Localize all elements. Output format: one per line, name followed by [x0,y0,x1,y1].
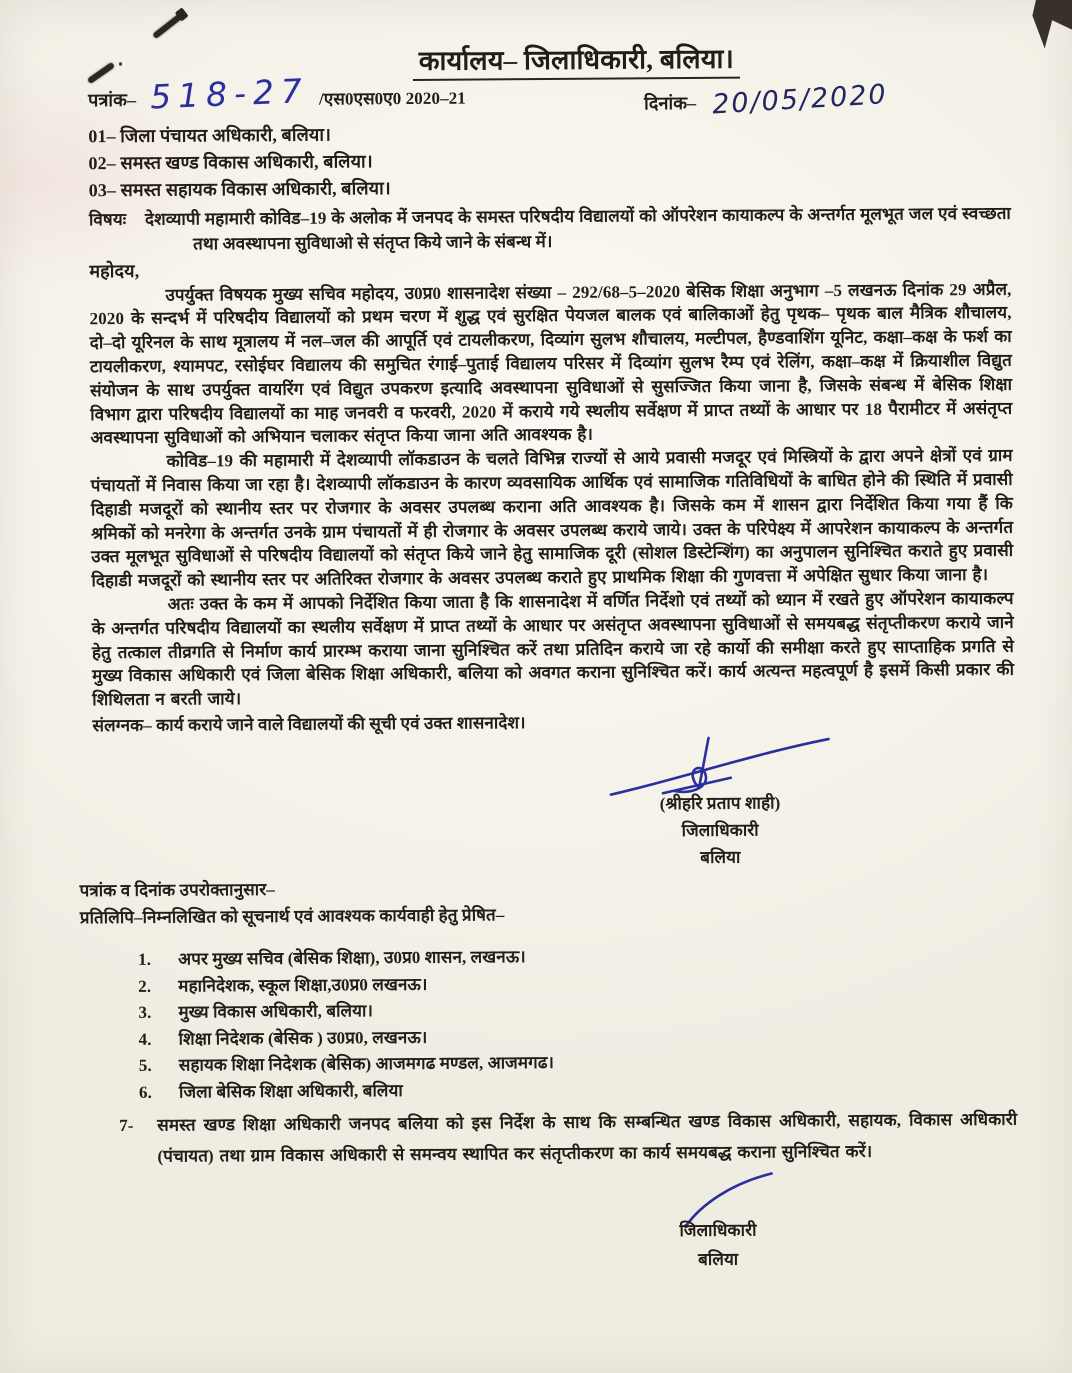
copy-list-item: 2. महानिदेशक, स्कूल शिक्षा,उ0प्र0 लखनऊ। [138,974,428,996]
copy-list-item: 6. जिला बेसिक शिक्षा अधिकारी, बलिया [138,1080,403,1102]
footer-signature-block [608,1171,829,1275]
salutation: महोदय, [89,260,140,281]
letter-body [79,43,1019,1278]
subject-text: देशव्यापी महामारी कोविड–19 के अलोक में जनपद के समस्त परिषदीय विद्यालयों को ऑपरेशन कायाकल्प के अन्तर्गत मूलभूत जल एवं स्वच्छता तथा अवस्थापना सुविधाओ से संतृप्त किये जाने के संबन्ध में। [144,203,1011,254]
staple-mark [152,11,186,39]
footer-signatory-place: बलिया [698,1249,739,1270]
ref-suffix: /एस0एस0ए0 2020–21 [318,88,466,109]
subject-label: विषयः [88,209,127,229]
reference-row [88,68,1010,122]
signatory-name: (श्रीहरि प्रताप शाही) [659,793,781,814]
subject-block [89,200,1011,256]
footer-signatory-designation: जिलाधिकारी [679,1220,757,1241]
enclosure-line: संलग्नक– कार्य कराये जाने वाले विद्यालयों की सूची एवं उक्त शासनादेश। [92,713,526,736]
addressee-line: 03– समस्त सहायक विकास अधिकारी, बलिया। [88,177,391,200]
copy-list-item: 7- समस्त खण्ड शिक्षा अधिकारी जनपद बलिया को इस निर्देश के साथ कि सम्बन्धित खण्ड विकास अधिकारी, सहायक, विकास अधिकारी (पंचायत) तथा ग्राम विकास अधिकारी से समन्वय स्थापित कर संतृप्तीकरण का कार्य समयबद्ध कराना सुनिश्चित करें। [119,1109,1018,1166]
copy-list-item: 1. अपर मुख्य सचिव (बेसिक शिक्षा), उ0प्र0 शासन, लखनऊ। [138,947,526,969]
body-paragraph: कोविड–19 की महामारी में देशव्यापी लॉकडाउन के चलते विभिन्न राज्यों से आये प्रवासी मजदूर एवं मिस्त्रियों के द्वारा अपने क्षेत्रों एवं ग्राम पंचायतों में निवास किया जा रहा है। देशव्यापी लॉकडाउन के कारण व्यवसायिक आर्थिक एवं सामाजिक गतिविधियों के बाधित होने की स्थिति में प्रवासी दिहाडी मजदूरों को स्थानीय स्तर पर रोजगार के अवसर उपलब्ध कराना अति आवश्यक है। जिसके कम में शासन द्वारा निर्देशित किया गया हैं कि श्रमिकों को मनरेगा के अन्तर्गत उनके ग्राम पंचायतों में ही रोजगार के अवसर उपलब्ध कराये जाये। उक्त के परिपेक्ष्य में आपरेशन कायाकल्प के अन्तर्गत उक्त मूलभूत सुविधाओं से परिषदीय विद्यालयों को संतृप्त किये जाने हेतु सामाजिक दूरी (सोशल डिस्टेन्शिंग) का अनुपालन सुनिश्चित कराते हुए प्रवासी दिहाडी मजदूरों को स्थानीय स्तर पर अतिरिक्त रोजगार के अवसर उपलब्ध कराते हुए प्राथमिक शिक्षा की गुणवत्ता में अपेक्षित सुधार किया जाना है। [90,446,1014,591]
date-label: दिनांक– [644,92,697,114]
body-paragraph: उपर्युक्त विषयक मुख्य सचिव महोदय, उ0प्र0 शासनादेश संख्या – 292/68–5–2020 बेसिक शिक्षा अनुभाग –5 लखनऊ दिनांक 29 अप्रैल, 2020 के सन्दर्भ में परिषदीय विद्यालयों को प्रथम चरण में शुद्ध एवं सुरक्षित पेयजल बालक एवं बालिकाओं हेतु पृथक– पृथक बाल मैत्रिक शौचालय, दो–दो यूरिनल के साथ मूत्रालय में नल–जल की आपूर्ति एवं टायलीकरण, दिव्यांग सुलभ शौचालय, मल्टीपल, हैण्डवाशिंग यूनिट, कक्षा–कक्ष के फर्श का टायलीकरण, श्यामपट, रसोईघर विद्यालय की समुचित रंगाई–पुताई विद्यालय परिसर में दिव्यांग सुलभ रैम्प एवं रेलिंग, कक्षा–कक्ष में क्रियाशील विद्युत संयोजन के साथ उपर्युक्त वायरिंग एवं विद्युत उपकरण इत्यादि अवस्थापना सुविधाओं से सुसज्जित किया जाना है, जिसके संबन्ध में बेसिक शिक्षा विभाग द्वारा परिषदीय विद्यालयों का माह जनवरी व फरवरी, 2020 में कराये गये स्थलीय सर्वेक्षण में प्राप्त तथ्यों के आधार पर 18 पैरामीटर में असंतृप्त अवस्थापना सुविधाओं को अभियान चलाकर संतृप्त किया जाना अति आवश्यक है। [89,279,1013,448]
copy-list-item: 5. सहायक शिक्षा निदेशक (बेसिक) आजमगढ मण्डल, आजमगढ। [138,1053,555,1075]
signatory-designation: जिलाधिकारी [681,820,759,841]
office-title: कार्यालय– जिलाधिकारी, बलिया। [413,45,740,81]
ref-label: पत्रांक– [88,89,137,110]
body-paragraph: अतः उक्त के कम में आपको निर्देशित किया जाता है कि शासनादेश में वर्णित निर्देशो एवं तथ्यों को ध्यान में रखते हुए ऑपरेशन कायाकल्प के अन्तर्गत परिषदीय विद्यालयों का स्थलीय सर्वेक्षण में प्राप्त तथ्यों के आधार पर असंतृप्त अवस्थापना सुविधाओं से समयबद्ध संतृप्तीकरण कराये जाने हेतु तत्काल तीव्रगति से निर्माण कार्य प्रारम्भ कराया जाना सुनिश्चित करें तथा प्रतिदिन कराये जा रहे कार्यो की समीक्षा करते हुए साप्ताहिक प्रगति से मुख्य विकास अधिकारी एवं जिला बेसिक शिक्षा अधिकारी, बलिया को अवगत कराना सुनिश्चित करें। कार्य अत्यन्त महत्वपूर्ण है इसमें किसी प्रकार की शिथिलता न बरती जाये। [91,588,1015,710]
folded-corner-mark [1028,0,1072,78]
signatory-place: बलिया [700,847,741,868]
date-handwritten: 20/05/2020 [711,78,889,121]
copy-list-item: 4. शिक्षा निदेशक (बेसिक ) उ0प्र0, लखनऊ। [138,1027,428,1049]
ref-number-handwritten: 518-27 [149,70,310,117]
addressee-line: 02– समस्त खण्ड विकास अधिकारी, बलिया। [88,150,373,173]
signature-block [575,735,866,872]
copy-list-item: 3. मुख्य विकास अधिकारी, बलिया। [138,1001,374,1022]
copy-list [94,941,1018,1172]
addressee-line: 01– जिला पंचायत अधिकारी, बलिया। [88,124,332,146]
ref-note: पत्रांक व दिनांक उपरोक्तानुसार– [79,879,275,901]
copy-note: प्रतिलिपि–निम्नलिखित को सूचनार्थ एवं आवश्यक कार्यवाही हेतु प्रेषित– [79,905,505,928]
